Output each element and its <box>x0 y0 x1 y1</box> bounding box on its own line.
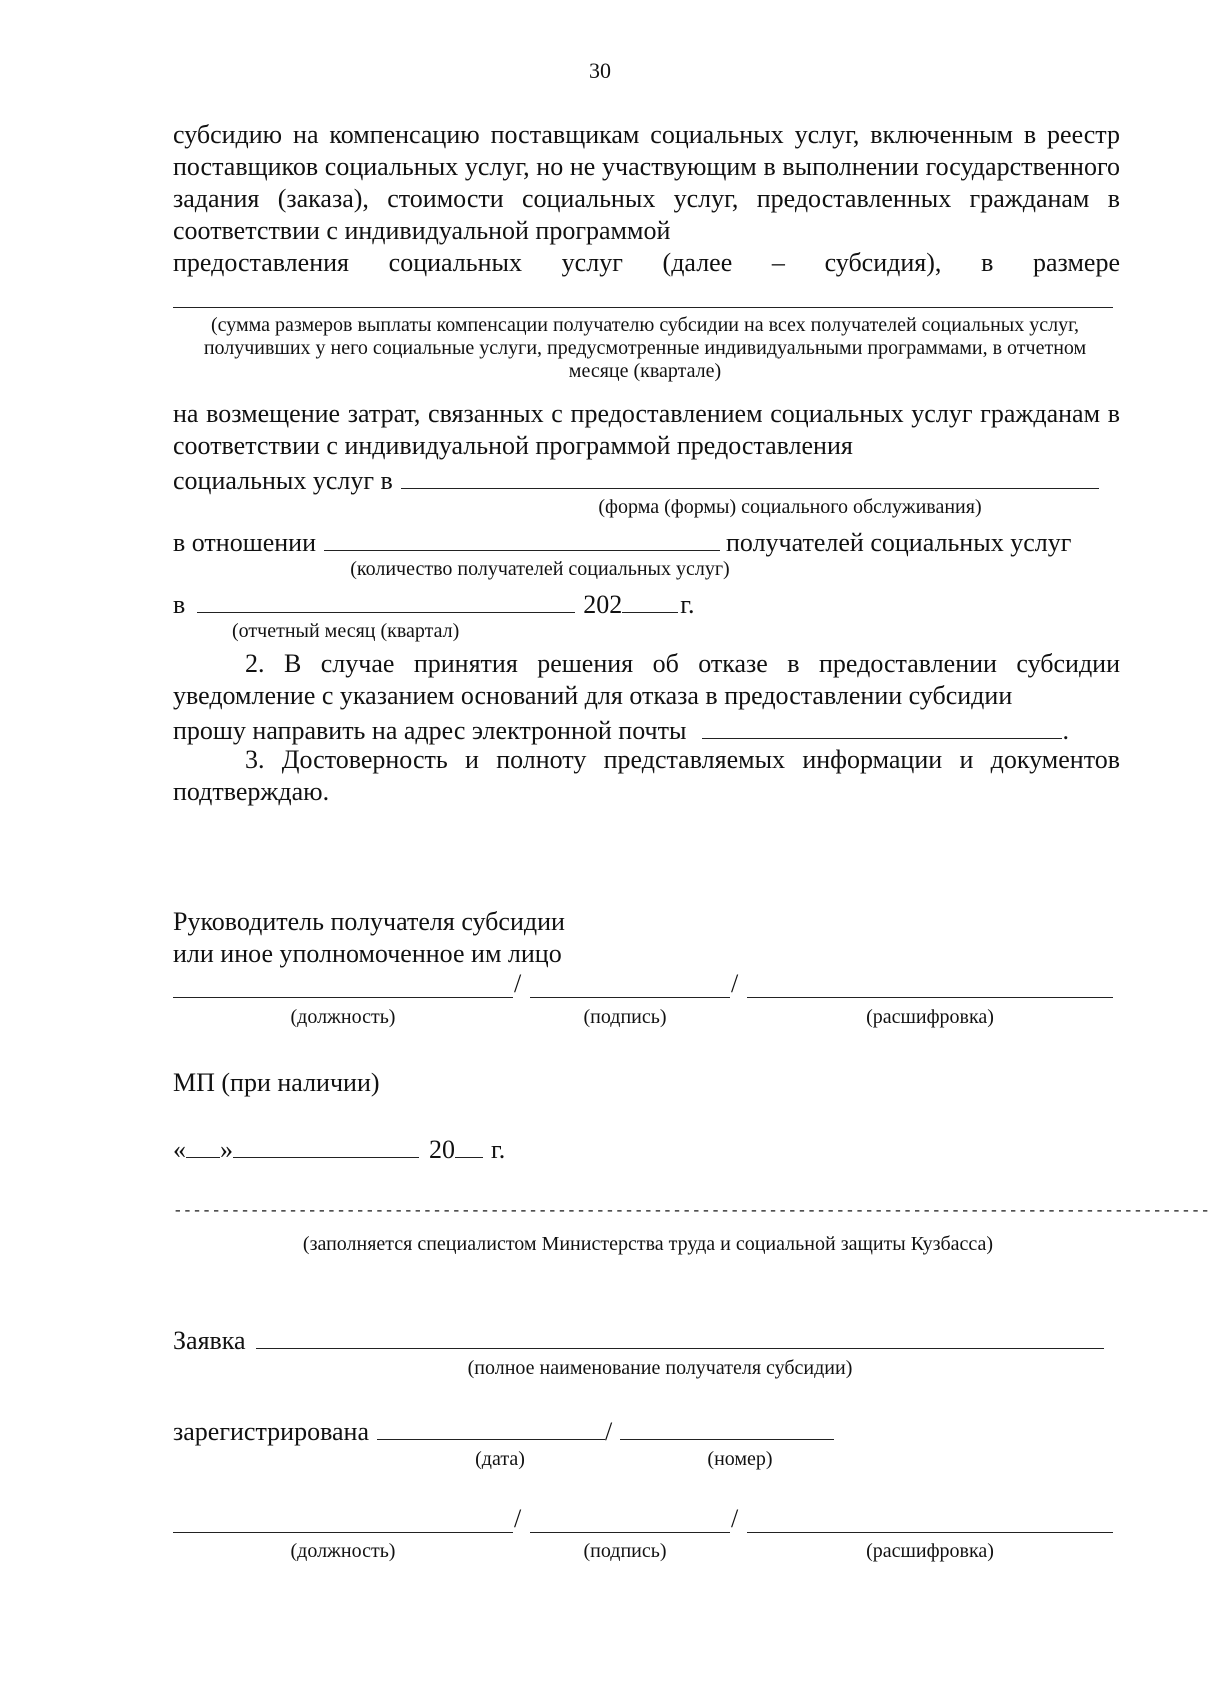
date-open-quote: « <box>173 1135 186 1164</box>
date-day-field[interactable] <box>186 1131 220 1158</box>
caption-signer-decode: (расшифровка) <box>866 1006 994 1028</box>
paragraph-confirmation: 3. Достоверность и полноту представляемых информации и документов подтверждаю. <box>173 745 1120 806</box>
paragraph-subsidy-last-line: предоставления социальных услуг (далее – субсидия), в размере <box>173 248 1120 277</box>
caption-registered-number: (номер) <box>707 1448 773 1470</box>
signer-separator-2: / <box>731 969 739 998</box>
registered-label: зарегистрирована <box>173 1417 369 1446</box>
caption-signer-position: (должность) <box>290 1006 396 1028</box>
caption-signer-signature: (подпись) <box>583 1006 667 1028</box>
amount-blank-line <box>173 307 1113 308</box>
signer-position-field[interactable] <box>173 997 513 998</box>
email-field[interactable] <box>702 712 1062 739</box>
caption-service-form: (форма (формы) социального обслуживания) <box>598 496 982 518</box>
ministry-note: (заполняется специалистом Министерства труда и социальной защиты Кузбасса) <box>302 1233 994 1255</box>
caption-registered-date: (дата) <box>475 1448 525 1470</box>
signer-signature-field[interactable] <box>530 997 730 998</box>
date-row <box>173 1131 505 1166</box>
official-position-field[interactable] <box>173 1532 513 1533</box>
registered-row <box>173 1413 834 1448</box>
official-decode-field[interactable] <box>747 1532 1113 1533</box>
signer-separator-1: / <box>514 969 522 998</box>
official-separator-2: / <box>731 1504 739 1533</box>
section-separator: ------------------------------------------------------------------------------------------------------------ <box>173 1202 1210 1220</box>
caption-official-position: (должность) <box>290 1540 396 1562</box>
period-year-suffix: г. <box>680 590 695 619</box>
caption-official-decode: (расшифровка) <box>866 1540 994 1562</box>
registered-number-field[interactable] <box>620 1413 834 1440</box>
page-number: 30 <box>589 58 611 83</box>
recipients-row <box>173 524 1133 559</box>
application-row <box>173 1322 1120 1357</box>
email-suffix: . <box>1062 716 1069 745</box>
period-row <box>173 586 873 621</box>
signer-title-line2: или иное уполномоченное им лицо <box>173 939 562 968</box>
signer-decode-field[interactable] <box>747 997 1113 998</box>
recipients-suffix: получателей социальных услуг <box>726 528 1072 557</box>
registered-date-field[interactable] <box>377 1413 605 1440</box>
paragraph-subsidy: субсидию на компенсацию поставщикам социальных услуг, включенным в реестр поставщиков социальных услуг, но не участвующим в выполнении государственного задания (заказа), стоимости социальных услуг, предоставленных гражданам в соответствии с индивидуальной программой <box>173 120 1120 245</box>
caption-period: (отчетный месяц (квартал) <box>232 620 460 642</box>
recipients-count-field[interactable] <box>324 524 720 551</box>
date-year-field[interactable] <box>455 1131 483 1158</box>
date-year-prefix: 20 <box>429 1135 455 1164</box>
period-year-field[interactable] <box>622 586 678 613</box>
caption-application: (полное наименование получателя субсидии) <box>467 1357 853 1379</box>
date-close-quote: » <box>220 1135 233 1164</box>
email-row <box>173 712 1133 747</box>
application-label: Заявка <box>173 1326 246 1355</box>
service-form-prefix: социальных услуг в <box>173 466 393 495</box>
registered-separator: / <box>605 1417 613 1446</box>
period-prefix: в <box>173 590 186 619</box>
period-month-field[interactable] <box>197 586 575 613</box>
service-form-field[interactable] <box>401 462 1099 489</box>
signer-title-line1: Руководитель получателя субсидии <box>173 907 565 936</box>
application-name-field[interactable] <box>256 1322 1104 1349</box>
recipients-prefix: в отношении <box>173 528 317 557</box>
caption-recipients: (количество получателей социальных услуг) <box>350 558 730 580</box>
official-separator-1: / <box>514 1504 522 1533</box>
caption-amount: (сумма размеров выплаты компенсации получателю субсидии на всех получателей социальных услуг, получивших у него социальные услуги, предусмотренные индивидуальными программами, в отчетном месяце (квартале) <box>203 314 1087 382</box>
paragraph-refusal: 2. В случае принятия решения об отказе в предоставлении субсидии уведомление с указанием оснований для отказа в предоставлении субсидии <box>173 649 1120 710</box>
caption-official-signature: (подпись) <box>583 1540 667 1562</box>
official-signature-field[interactable] <box>530 1532 730 1533</box>
date-month-field[interactable] <box>233 1131 419 1158</box>
email-prefix: прошу направить на адрес электронной почты <box>173 716 687 745</box>
stamp-label: МП (при наличии) <box>173 1068 380 1097</box>
paragraph-costs: на возмещение затрат, связанных с предоставлением социальных услуг гражданам в соответствии с индивидуальной программой предоставления <box>173 399 1120 460</box>
period-year-prefix: 202 <box>583 590 623 619</box>
date-year-suffix: г. <box>491 1135 506 1164</box>
service-form-row <box>173 462 1120 497</box>
